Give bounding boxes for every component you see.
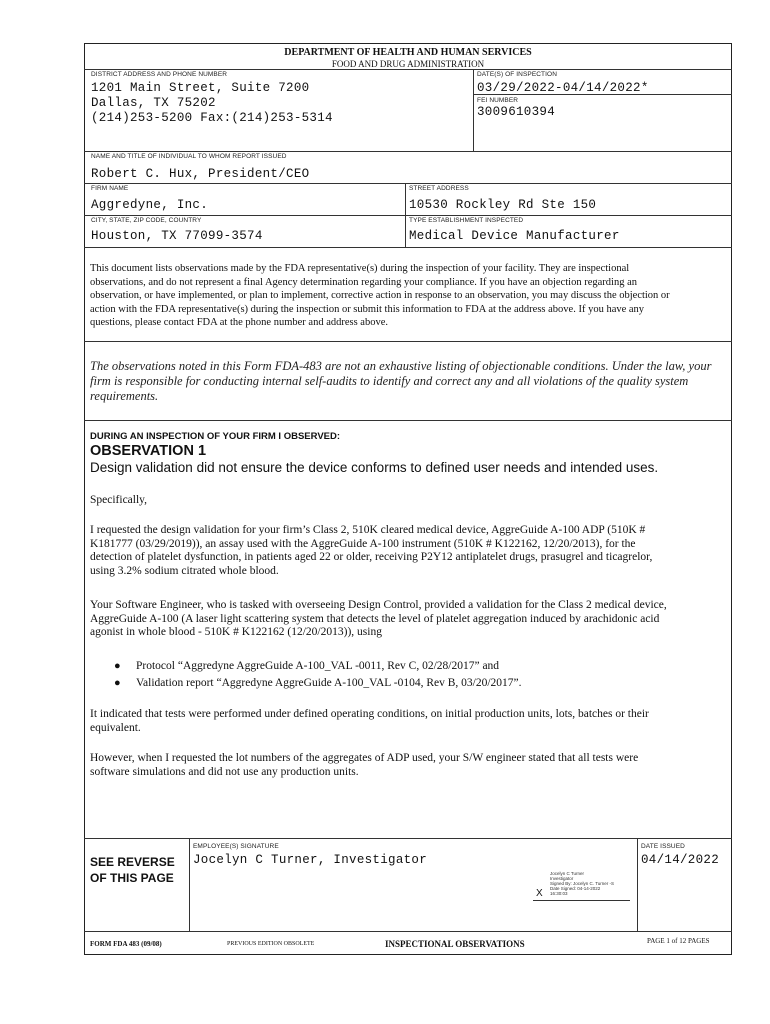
divider (473, 69, 474, 151)
agency-title: FOOD AND DRUG ADMINISTRATION (331, 59, 485, 69)
district-phone: (214)253-5200 Fax:(214)253-5314 (91, 111, 333, 125)
fei-value: 3009610394 (477, 105, 556, 119)
recipient-label: NAME AND TITLE OF INDIVIDUAL TO WHOM REPORT ISSUED (91, 153, 287, 160)
signature-name: Jocelyn C Turner, Investigator (193, 853, 428, 867)
esig-line: Date Signed: 04-14-2022 (550, 886, 601, 891)
paragraph-line: It indicated that tests were performed under defined operating conditions, on initial production units, lots, batches or their (90, 708, 649, 720)
divider (84, 151, 732, 152)
form-title: INSPECTIONAL OBSERVATIONS (385, 939, 525, 949)
paragraph-line: software simulations and did not use any production units. (90, 765, 359, 778)
bullet-icon: ● (114, 677, 121, 689)
intro-line: action with the FDA representative(s) during the inspection or submit this information to FDA at the address above. If you have any (90, 303, 645, 315)
paragraph-line: equivalent. (90, 721, 141, 734)
paragraph-line: I requested the design validation for your firm’s Class 2, 510K cleared medical device, AggreGuide A-100 ADP (510K # (90, 524, 646, 536)
establishment-label: TYPE ESTABLISHMENT INSPECTED (409, 217, 524, 224)
previous-edition-note: PREVIOUS EDITION OBSOLETE (227, 941, 315, 947)
street-label: STREET ADDRESS (409, 185, 469, 192)
paragraph-line: However, when I requested the lot numbers of the aggregates of ADP used, your S/W engineer stated that all tests were (90, 752, 639, 764)
observed-heading: DURING AN INSPECTION OF YOUR FIRM I OBSERVED: (90, 431, 341, 442)
district-address-line1: 1201 Main Street, Suite 7200 (91, 81, 310, 95)
district-address-line2: Dallas, TX 75202 (91, 96, 216, 110)
paragraph-3 (90, 708, 726, 735)
bullet-item: Validation report “Aggredyne AggreGuide A-100_VAL -0104, Rev B, 03/20/2017”. (136, 677, 522, 689)
date-issued-label: DATE ISSUED (641, 843, 685, 850)
intro-line: observation, or have implemented, or plan to implement, corrective action in response to an observation, you may discuss the objection or (90, 290, 670, 301)
divider (84, 838, 732, 839)
bullet-item: Protocol “Aggredyne AggreGuide A-100_VAL -0011, Rev C, 02/28/2017” and (136, 660, 500, 672)
city-value: Houston, TX 77099-3574 (91, 229, 263, 243)
establishment-value: Medical Device Manufacturer (409, 229, 620, 243)
notice-line: requirements. (90, 389, 159, 403)
form-header (84, 47, 732, 69)
see-reverse-line: SEE REVERSE (90, 855, 175, 869)
inspection-dates-label: DATE(S) OF INSPECTION (477, 71, 557, 78)
divider (84, 931, 732, 932)
paragraph-line: K181777 (03/29/2019)), an assay used with the AggreGuide A-100 instrument (510K # K122162, 12/20/2013), for the (90, 537, 636, 550)
district-label: DISTRICT ADDRESS AND PHONE NUMBER (91, 71, 228, 78)
esig-line: Signed By: Jocelyn C. Turner -S (550, 881, 615, 886)
esig-line: Jocelyn C Turner (550, 871, 585, 876)
divider (84, 341, 732, 342)
intro-line: This document lists observations made by the FDA representative(s) during the inspection of your facility. They are inspectional (90, 263, 630, 274)
divider (84, 215, 732, 216)
signature-x-mark: X (536, 888, 543, 899)
bullet-icon: ● (114, 660, 121, 672)
paragraph-line: detection of platelet dysfunction, in patients aged 22 or older, receiving P2Y12 antiplatelet drugs, prasugrel and ticagrelor, (90, 551, 653, 563)
esig-line: Investigator (550, 876, 574, 881)
firm-label: FIRM NAME (91, 185, 129, 192)
signature-line (533, 900, 630, 901)
inspection-dates-value: 03/29/2022-04/14/2022* (477, 81, 649, 95)
esig-line: 16:30:03 (550, 891, 568, 896)
divider (637, 838, 638, 931)
divider (84, 420, 732, 421)
paragraph-4 (90, 752, 726, 779)
observation-title: OBSERVATION 1 (90, 443, 207, 459)
intro-line: questions, please contact FDA at the phone number and address above. (90, 317, 389, 328)
paragraph-line: Your Software Engineer, who is tasked with overseeing Design Control, provided a validation for the Class 2 medical device, (90, 599, 667, 611)
observation-summary: Design validation did not ensure the device conforms to defined user needs and intended uses. (90, 460, 659, 475)
date-issued-value: 04/14/2022 (641, 853, 720, 867)
signature-label: EMPLOYEE(S) SIGNATURE (193, 843, 279, 850)
recipient-value: Robert C. Hux, President/CEO (91, 167, 310, 181)
intro-paragraph (90, 262, 726, 330)
form-number: FORM FDA 483 (09/08) (90, 940, 162, 948)
street-value: 10530 Rockley Rd Ste 150 (409, 198, 597, 212)
paragraph-line: using 3.2% sodium citrated whole blood. (90, 564, 279, 577)
see-reverse-line: OF THIS PAGE (90, 871, 174, 885)
paragraph-1 (90, 524, 726, 578)
paragraph-line: AggreGuide A-100 (A laser light scattering system that detects the level of platelet aggregation induced by arachidonic acid (90, 612, 660, 625)
intro-line: observations, and do not represent a final Agency determination regarding your compliance. If you have an objection regarding an (90, 276, 637, 288)
divider (84, 69, 732, 70)
department-title: DEPARTMENT OF HEALTH AND HUMAN SERVICES (284, 47, 532, 58)
notice-line: The observations noted in this Form FDA-483 are not an exhaustive listing of objectionable conditions. Under the law, your (90, 359, 712, 373)
divider (84, 247, 732, 248)
fei-label: FEI NUMBER (477, 97, 519, 104)
paragraph-line: agonist in whole blood - 510K # K122162 (12/20/2013)), using (90, 626, 382, 638)
notice-paragraph (90, 359, 726, 404)
notice-line: firm is responsible for conducting internal self-audits to identify and correct any and all violations of the quality system (90, 374, 689, 388)
divider (84, 183, 732, 184)
page-info: PAGE 1 of 12 PAGES (647, 937, 710, 945)
divider (473, 94, 732, 95)
divider (189, 838, 190, 931)
specifically-text: Specifically, (90, 494, 148, 506)
city-label: CITY, STATE, ZIP CODE, COUNTRY (91, 217, 202, 224)
see-reverse-note (90, 854, 175, 886)
paragraph-2 (90, 599, 726, 640)
electronic-signature (550, 871, 614, 896)
firm-value: Aggredyne, Inc. (91, 198, 209, 212)
